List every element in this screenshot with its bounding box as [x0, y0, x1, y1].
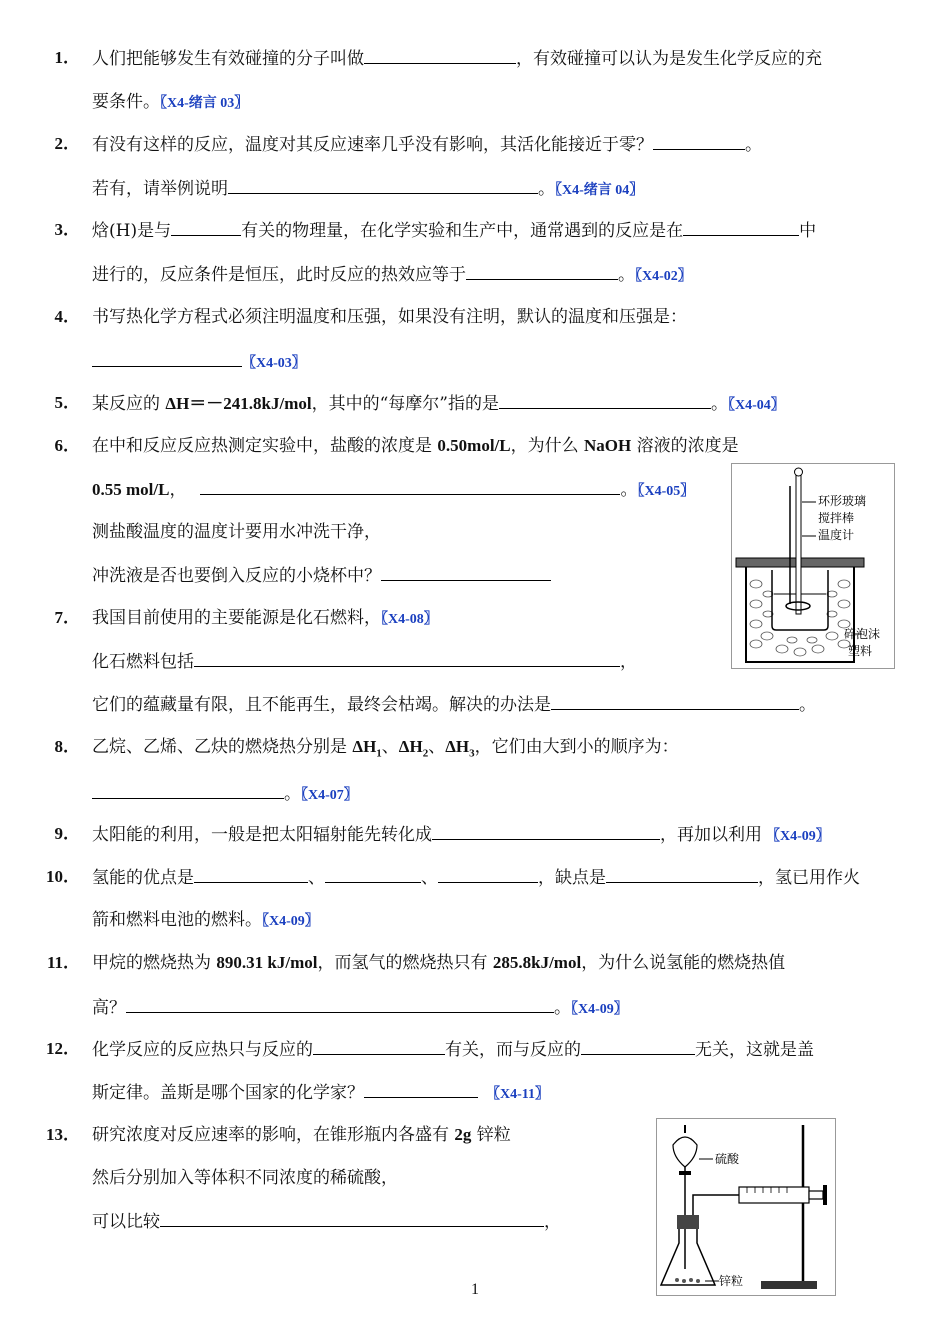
- question-text: 箭和燃料电池的燃料。: [92, 910, 262, 930]
- source-tag: 〖X4-04〗: [728, 398, 785, 413]
- source-tag: 〖X4-11〗: [486, 1087, 549, 1102]
- answer-blank[interactable]: [194, 866, 308, 883]
- question-text: 。: [618, 265, 635, 285]
- question-text: ，为什么: [510, 436, 585, 456]
- question-text: 。: [554, 998, 571, 1018]
- question-text: 溶液的浓度是: [631, 436, 739, 456]
- source-tag: 〖X4-绪言 04〗: [555, 183, 644, 198]
- answer-blank[interactable]: [364, 1081, 478, 1098]
- question-text: 某反应的: [92, 394, 166, 414]
- answer-blank[interactable]: [228, 177, 538, 194]
- enthalpy-value: 890.31 kJ/mol: [216, 953, 318, 972]
- question-number: 11．: [46, 953, 80, 972]
- question-number: 9．: [54, 824, 80, 843]
- answer-blank[interactable]: [313, 1038, 445, 1055]
- question-number: 8．: [54, 737, 80, 756]
- question-text: 焓(H)是与: [92, 221, 172, 241]
- source-tag: 〖X4-07〗: [301, 788, 358, 803]
- question-number: 3．: [54, 220, 80, 239]
- source-tag: 〖X4-绪言 03〗: [160, 96, 249, 111]
- answer-blank[interactable]: [364, 47, 516, 64]
- question-text: 斯定律。盖斯是哪个国家的化学家？: [92, 1083, 364, 1103]
- answer-blank[interactable]: [92, 782, 284, 799]
- answer-blank[interactable]: [432, 823, 660, 840]
- question-text: 化石燃料包括: [92, 652, 194, 672]
- question-number: 4．: [54, 307, 80, 326]
- question-text: 高？: [92, 998, 126, 1018]
- enthalpy-symbol: ΔH: [445, 737, 470, 756]
- question-text: ，它们由大到小的顺序为：: [474, 737, 679, 757]
- question-text: 。: [711, 394, 728, 414]
- question-number: 7．: [54, 608, 80, 627]
- question-number: 5．: [54, 393, 80, 412]
- source-tag: 〖X4-09〗: [571, 1002, 628, 1017]
- source-tag: 〖X4-08〗: [381, 612, 438, 627]
- source-tag: 〖X4-09〗: [766, 829, 830, 844]
- subscript: 2: [422, 747, 429, 760]
- enthalpy-value: ΔH＝－241.8kJ/mol: [165, 394, 312, 413]
- figure-label: 锌粒: [719, 1274, 744, 1288]
- mass-value: 2g: [454, 1125, 472, 1144]
- enthalpy-value: 285.8kJ/mol: [492, 953, 582, 972]
- question-text: 若有，请举例说明: [92, 179, 228, 199]
- enthalpy-symbol: ΔH: [352, 737, 377, 756]
- question-number: 12．: [46, 1039, 80, 1058]
- question-text: ，氢已用作火: [758, 868, 860, 888]
- question-text: 。: [799, 695, 816, 715]
- answer-blank[interactable]: [551, 693, 799, 710]
- answer-blank[interactable]: [466, 263, 618, 280]
- answer-blank[interactable]: [194, 650, 620, 667]
- question-text: ，有效碰撞可以认为是发生化学反应的充: [516, 49, 822, 69]
- separator: 、: [428, 737, 446, 757]
- question-number: 6．: [54, 436, 80, 455]
- separator: 、: [381, 737, 399, 757]
- separator: 、: [308, 868, 325, 888]
- answer-blank[interactable]: [200, 478, 620, 495]
- question-text: 可以比较: [92, 1212, 160, 1232]
- source-tag: 〖X4-05〗: [637, 484, 695, 499]
- question-text: 有没有这样的反应，温度对其反应速率几乎没有影响，其活化能接近于零？: [92, 135, 653, 155]
- question-number: 2．: [54, 134, 80, 153]
- figure-label: 塑料: [848, 644, 873, 658]
- question-text: 它们的蕴藏量有限，且不能再生，最终会枯竭。解决的办法是: [92, 695, 551, 715]
- figure-label: 搅拌棒: [818, 511, 855, 525]
- figure-label: 温度计: [818, 528, 855, 542]
- question-text: ，缺点是: [538, 868, 606, 888]
- answer-blank[interactable]: [171, 219, 241, 236]
- question-text: 我国目前使用的主要能源是化石燃料，: [92, 608, 381, 628]
- source-tag: 〖X4-09〗: [262, 914, 319, 929]
- question-text: 氢能的优点是: [92, 868, 194, 888]
- question-text: 进行的，反应条件是恒压，此时反应的热效应等于: [92, 265, 466, 285]
- question-text: 有关，而与反应的: [445, 1040, 581, 1060]
- question-text: 然后分别加入等体积不同浓度的稀硫酸，: [92, 1168, 398, 1188]
- question-text: ，: [544, 1212, 561, 1232]
- question-text: ，: [169, 480, 187, 500]
- question-text: 要条件。: [92, 92, 160, 112]
- question-text: 研究浓度对反应速率的影响，在锥形瓶内各盛有: [92, 1125, 455, 1145]
- question-text: 乙烷、乙烯、乙炔的燃烧热分别是: [92, 737, 353, 757]
- source-tag: 〖X4-03〗: [242, 356, 306, 371]
- answer-blank[interactable]: [438, 866, 538, 883]
- question-text: 冲洗液是否也要倒入反应的小烧杯中？: [92, 566, 381, 586]
- enthalpy-symbol: ΔH: [398, 737, 423, 756]
- question-text: 甲烷的燃烧热为: [92, 953, 217, 973]
- question-text: 化学反应的反应热只与反应的: [92, 1040, 313, 1060]
- answer-blank[interactable]: [325, 866, 421, 883]
- question-text: 测盐酸温度的温度计要用水冲洗干净，: [92, 522, 381, 542]
- subscript: 3: [469, 747, 475, 760]
- question-text: 。: [538, 179, 555, 199]
- question-text: 。: [284, 784, 301, 804]
- question-text: ，为什么说氢能的燃烧热值: [581, 953, 786, 973]
- question-text: 人们把能够发生有效碰撞的分子叫做: [92, 49, 364, 69]
- reaction-apparatus-figure: [656, 1118, 836, 1296]
- formula: NaOH: [584, 436, 632, 455]
- calorimeter-figure: [731, 463, 895, 669]
- figure-label: 环形玻璃: [818, 494, 867, 508]
- question-text: 锌粒: [471, 1125, 511, 1145]
- page-number: 1: [471, 1281, 479, 1298]
- question-text: ，: [620, 652, 637, 672]
- answer-blank[interactable]: [653, 133, 745, 150]
- concentration-value: 0.50mol/L: [437, 436, 511, 455]
- question-text: ，再加以利用: [660, 825, 762, 845]
- calorimeter-diagram: [732, 464, 894, 668]
- question-text: ，而氢气的燃烧热只有: [317, 953, 493, 973]
- separator: 、: [421, 868, 438, 888]
- question-text: 书写热化学方程式必须注明温度和压强，如果没有注明，默认的温度和压强是：: [92, 307, 687, 327]
- question-text: ，其中的“每摩尔”指的是: [311, 394, 499, 414]
- answer-blank[interactable]: [683, 219, 799, 236]
- answer-blank[interactable]: [499, 392, 711, 409]
- answer-blank[interactable]: [160, 1210, 544, 1227]
- subscript: 1: [376, 747, 382, 760]
- question-text: 中: [799, 221, 817, 241]
- question-text: 。: [745, 135, 762, 155]
- question-number: 10．: [46, 867, 80, 886]
- figure-label: 硫酸: [715, 1152, 740, 1166]
- question-text: 在中和反应反应热测定实验中，盐酸的浓度是: [92, 436, 438, 456]
- question-text: 无关，这就是盖: [695, 1040, 814, 1060]
- figure-label: 碎泡沫: [844, 627, 881, 641]
- answer-blank[interactable]: [581, 1038, 695, 1055]
- answer-blank[interactable]: [92, 350, 242, 367]
- source-tag: 〖X4-02〗: [635, 269, 692, 284]
- answer-blank[interactable]: [606, 866, 758, 883]
- question-number: 13．: [46, 1125, 80, 1144]
- question-text: 。: [620, 480, 638, 500]
- concentration-value: 0.55 mol/L: [92, 480, 170, 499]
- answer-blank[interactable]: [381, 564, 551, 581]
- answer-blank[interactable]: [126, 996, 554, 1013]
- question-number: 1．: [54, 48, 80, 67]
- question-text: 太阳能的利用，一般是把太阳辐射能先转化成: [92, 825, 432, 845]
- reaction-apparatus-diagram: [657, 1119, 835, 1295]
- question-text: 有关的物理量，在化学实验和生产中，通常遇到的反应是在: [241, 221, 684, 241]
